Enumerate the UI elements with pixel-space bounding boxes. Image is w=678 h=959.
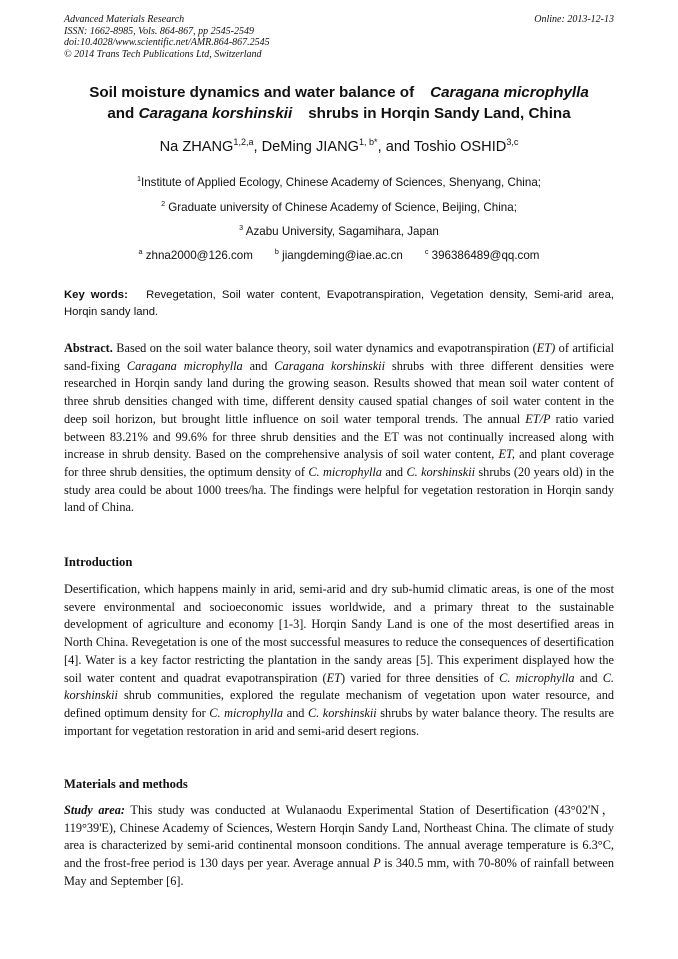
online-date: Online: 2013-12-13	[534, 14, 614, 25]
journal-header	[64, 14, 270, 60]
email-c[interactable]: 396386489@qq.com	[428, 249, 540, 262]
affiliation-2: $^2$ Graduate university of Chinese Academy of Science, Beijing, China;	[161, 199, 517, 214]
affiliation-1: $^1$Institute of Applied Ecology, Chinese Academy of Sciences, Shenyang, China;	[136, 174, 541, 189]
journal-name: Advanced Materials Research	[64, 14, 185, 25]
issn-line: ISSN: 1662-8985, Vols. 864-867, pp 2545-2549	[64, 25, 254, 37]
keywords-text: Revegetation, Soil water content, Evapotranspiration, Vegetation density, Semi-arid area, Horqin sandy land.	[64, 289, 615, 318]
title-line-1: Soil moisture dynamics and water balance of Caragana microphylla	[89, 84, 589, 101]
keywords-label: Key words:	[64, 289, 128, 301]
paper-title	[40, 82, 638, 124]
title-species-1: Caragana microphylla	[430, 84, 589, 101]
author-emails: $^a$ zhna2000@126.com $^b$ jiangdeming@iae.ac.cn $^c$ 396386489@qq.com	[138, 247, 540, 262]
methods-body: Study area: This study was conducted at Wulanaodu Experimental Station of Desertification (43°02'N，119°39'E), Chinese Academy of Sciences, Western Horqin Sandy Land, Northeast China. The climate of study area is characterized by semi-arid continental monsoon conditions. The annual average temperature is 6.3°C, and the frost-free period is 130 days per year. Average annual P is 340.5 mm, with 70-80% of rainfall between May and September [6].	[64, 803, 614, 888]
abstract-label: Abstract.	[64, 341, 113, 355]
author-2: , DeMing JIANG	[253, 139, 359, 155]
introduction-body: Desertification, which happens mainly in arid, semi-arid and dry sub-humid climatic areas, is one of the most severe environmental and socioeconomic issues worldwide, and a primary threat to the sustainable development of agriculture and economy [1-3]. Horqin Sandy Land is one of the most desertified areas in North China. Revegetation is one of the most successful measures to reduce the consequences of desertification [4]. Water is a key factor restricting the plantation in the sandy areas [5]. This experiment displayed how the soil water content and quadrat evapotranspiration (ET) varied for three densities of C. microphylla and C. korshinskii shrub communities, explored the regulate mechanism of vegetation upon water resource, and defined optimum density for C. microphylla and C. korshinskii shrubs by water balance theory. The results are important for vegetation restoration in arid and semi-arid desert regions.	[64, 582, 614, 738]
keywords	[64, 287, 614, 321]
email-b[interactable]: jiangdeming@iae.ac.cn	[278, 249, 403, 262]
abstract: Abstract. Based on the soil water balance theory, soil water dynamics and evapotranspiration (ET) of artificial sand-fixing Caragana microphylla and Caragana korshinskii shrubs with three different densities were researched in Horqin sandy land during the growing season. Results showed that mean soil water content of three shrub densities changed with time, different density caused spatial changes of soil water content in the deep soil horizon, but brought little influence on soil water temporal trends. The annual ET/P ratio varied between 83.21% and 99.6% for three shrub densities and the ET was not continually increased along with increase in shrub density. Based on the comprehensive analysis of soil water content, ET, and plant coverage for three shrub densities, the optimum density of C. microphylla and C. korshinskii shrubs (20 years old) in the study area could be about 1000 trees/ha. The findings were helpful for vegetation restoration in Horqin sandy land of China.	[64, 341, 615, 515]
author-3: , and Toshio OSHID	[377, 139, 507, 155]
email-a[interactable]: zhna2000@126.com	[142, 249, 253, 262]
affiliation-3: $^3$ Azabu University, Sagamihara, Japan	[239, 223, 439, 238]
title-species-2: Caragana korshinskii	[138, 105, 293, 122]
methods-heading: Materials and methods	[64, 777, 188, 791]
author-list: Na ZHANG$^{1,2,a}$, DeMing $JIANG^{1, b*}$, and Toshio OSHID$^{3,c}$	[159, 137, 519, 155]
copyright-line: © 2014 Trans Tech Publications Ltd, Switzerland	[64, 48, 262, 60]
title-line-2: and Caragana korshinskii shrubs in Horqin Sandy Land, China	[107, 105, 571, 122]
introduction-heading: Introduction	[64, 555, 133, 569]
study-area-label: Study area:	[64, 803, 125, 817]
doi-line: doi:10.4028/www.scientific.net/AMR.864-867.2545	[64, 37, 270, 48]
author-1: Na ZHANG	[159, 139, 234, 155]
